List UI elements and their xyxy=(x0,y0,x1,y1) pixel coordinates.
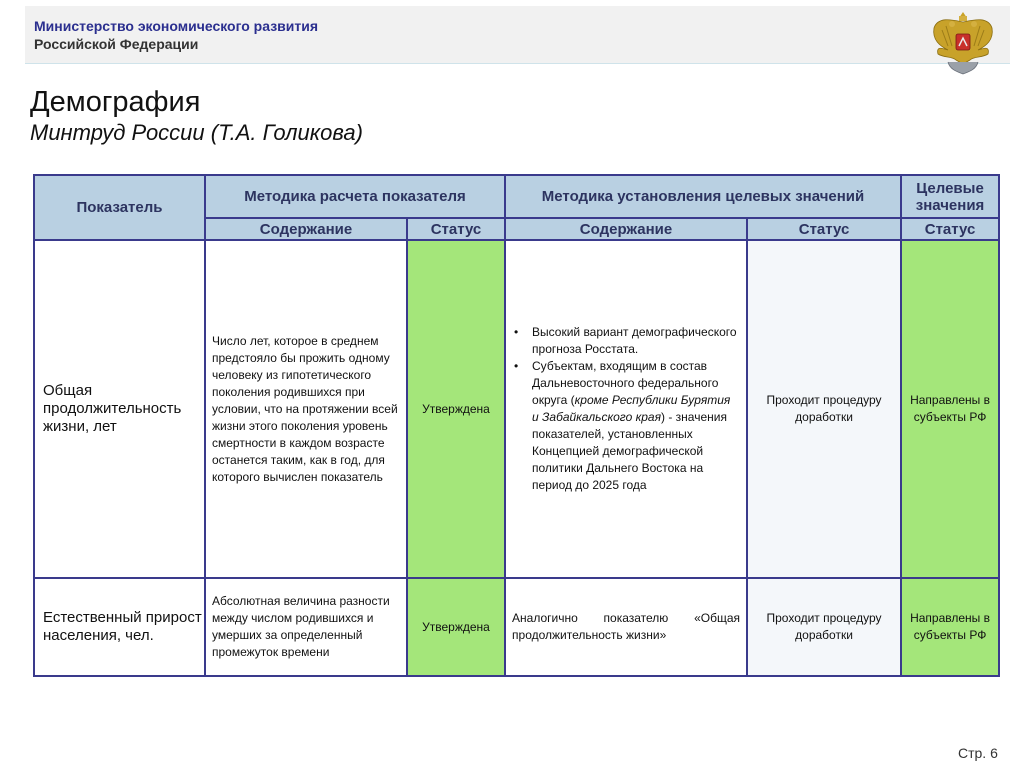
header-calc-method: Методика расчета показателя xyxy=(205,175,505,218)
indicator-name: Естественный прирост населения, чел. xyxy=(34,578,205,676)
coat-of-arms-icon xyxy=(928,6,998,80)
values-status: Направлены в субъекты РФ xyxy=(901,578,999,676)
target-content xyxy=(505,240,747,578)
target-status: Проходит процедуру доработки xyxy=(747,578,901,676)
calc-status: Утверждена xyxy=(407,240,505,578)
page-number: Стр. 6 xyxy=(958,745,998,761)
target-status: Проходит процедуру доработки xyxy=(747,240,901,578)
values-status: Направлены в субъекты РФ xyxy=(901,240,999,578)
target-bullet: • Субъектам, входящим в состав Дальневосточного федерального округа (кроме Республики Бурятия и Забайкальского края) - значения показателей, установленных Концепцией демографической политики Дальнего Востока на период до 2025 года xyxy=(512,358,740,494)
calc-status: Утверждена xyxy=(407,578,505,676)
header-target-values: Целевые значения xyxy=(901,175,999,218)
subheader-values-status: Статус xyxy=(901,218,999,240)
calc-content: Число лет, которое в среднем предстояло бы прожить одному человеку из гипотетического поколения родившихся при условии, что на протяжении всей жизни этого поколения уровень смертности в каждом возрасте останется таким, как в год, для которого вычислен показатель xyxy=(205,240,407,578)
table-row xyxy=(34,240,999,578)
calc-content: Абсолютная величина разности между числом родившихся и умерших за определенный промежуток времени xyxy=(205,578,407,676)
subheader-target-content: Содержание xyxy=(505,218,747,240)
ministry-name-line2: Российской Федерации xyxy=(34,36,199,52)
subheader-calc-content: Содержание xyxy=(205,218,407,240)
indicators-table xyxy=(33,174,1000,677)
subheader-calc-status: Статус xyxy=(407,218,505,240)
indicator-name: Общая продолжительность жизни, лет xyxy=(34,240,205,578)
header-indicator: Показатель xyxy=(34,175,205,240)
target-bullet: • Высокий вариант демографического прогноза Росстата. xyxy=(512,324,740,358)
subheader-target-status: Статус xyxy=(747,218,901,240)
table-row xyxy=(34,578,999,676)
header-target-method: Методика установления целевых значений xyxy=(505,175,901,218)
page-title: Демография xyxy=(30,86,201,118)
page-subtitle: Минтруд России (Т.А. Голикова) xyxy=(30,120,363,145)
target-content: Аналогично показателю «Общая продолжительность жизни» xyxy=(505,578,747,676)
ministry-name-line1: Министерство экономического развития xyxy=(34,18,318,34)
header-band xyxy=(25,6,1010,64)
